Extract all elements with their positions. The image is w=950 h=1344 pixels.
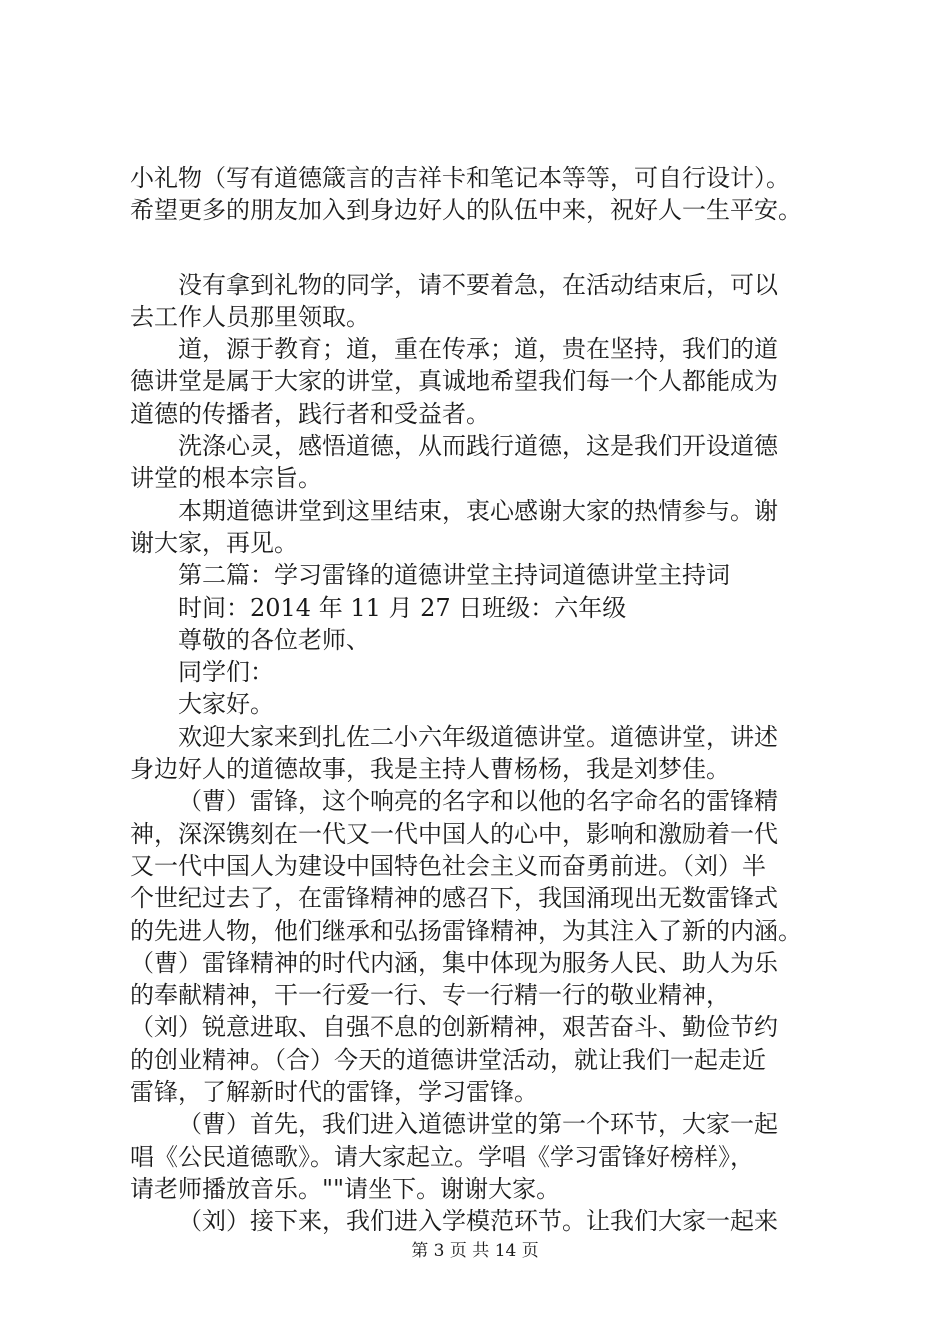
text-line: 本期道德讲堂到这里结束，衷心感谢大家的热情参与。谢	[178, 496, 778, 525]
text-line: 去工作人员那里领取。	[130, 302, 370, 331]
text-line: 道德的传播者，践行者和受益者。	[130, 399, 490, 428]
text-line: （刘）锐意进取、自强不息的创新精神，艰苦奋斗、勤俭节约	[130, 1013, 778, 1042]
text-line: 又一代中国人为建设中国特色社会主义而奋勇前进。（刘）半	[130, 851, 766, 880]
text-line: 同学们：	[178, 658, 274, 687]
text-line: 尊敬的各位老师、	[178, 625, 370, 654]
text-line: （刘）接下来，我们进入学模范环节。让我们大家一起来	[178, 1207, 778, 1236]
text-line: 洗涤心灵，感悟道德，从而践行道德，这是我们开设道德	[178, 432, 778, 461]
text-line: 小礼物（写有道德箴言的吉祥卡和笔记本等等，可自行设计）。	[130, 164, 790, 192]
text-line: 神，深深镌刻在一代又一代中国人的心中，影响和激励着一代	[130, 819, 778, 848]
text-line: 请老师播放音乐。""请坐下。谢谢大家。	[130, 1174, 561, 1203]
text-line: 时间：2014 年 11 月 27 日班级：六年级	[178, 593, 627, 622]
text-line: 讲堂的根本宗旨。	[130, 464, 322, 493]
section-heading: 第二篇：学习雷锋的道德讲堂主持词道德讲堂主持词	[178, 561, 730, 590]
text-line: 大家好。	[178, 690, 274, 719]
text-line: 的创业精神。（合）今天的道德讲堂活动，就让我们一起走近	[130, 1045, 766, 1074]
paragraph-gap	[130, 227, 840, 269]
text-line: 没有拿到礼物的同学，请不要着急，在活动结束后，可以	[178, 270, 778, 299]
page-number: 第 3 页 共 14 页	[411, 1241, 539, 1261]
text-line: （曹）首先，我们进入道德讲堂的第一个环节，大家一起	[178, 1110, 778, 1139]
text-line: （曹）雷锋精神的时代内涵，集中体现为服务人民、助人为乐	[130, 948, 778, 977]
text-line: 谢大家，再见。	[130, 528, 298, 557]
text-line: 希望更多的朋友加入到身边好人的队伍中来，祝好人一生平安。	[130, 196, 802, 225]
text-line: 德讲堂是属于大家的讲堂，真诚地希望我们每一个人都能成为	[130, 367, 778, 396]
text-line: 雷锋，了解新时代的雷锋，学习雷锋。	[130, 1078, 538, 1107]
document-body	[130, 162, 840, 1238]
text-line: 个世纪过去了，在雷锋精神的感召下，我国涌现出无数雷锋式	[130, 884, 778, 913]
text-line: 身边好人的道德故事，我是主持人曹杨杨，我是刘梦佳。	[130, 755, 730, 784]
text-line: 的先进人物，他们继承和弘扬雷锋精神，为其注入了新的内涵。	[130, 916, 802, 945]
text-line: （曹）雷锋，这个响亮的名字和以他的名字命名的雷锋精	[178, 787, 778, 816]
text-line: 道，源于教育；道，重在传承；道，贵在坚持，我们的道	[178, 335, 778, 364]
text-line: 欢迎大家来到扎佐二小六年级道德讲堂。道德讲堂，讲述	[178, 722, 778, 751]
text-line: 的奉献精神，干一行爱一行、专一行精一行的敬业精神，	[130, 981, 730, 1010]
text-line: 唱《公民道德歌》。请大家起立。学唱《学习雷锋好榜样》，	[130, 1142, 754, 1171]
